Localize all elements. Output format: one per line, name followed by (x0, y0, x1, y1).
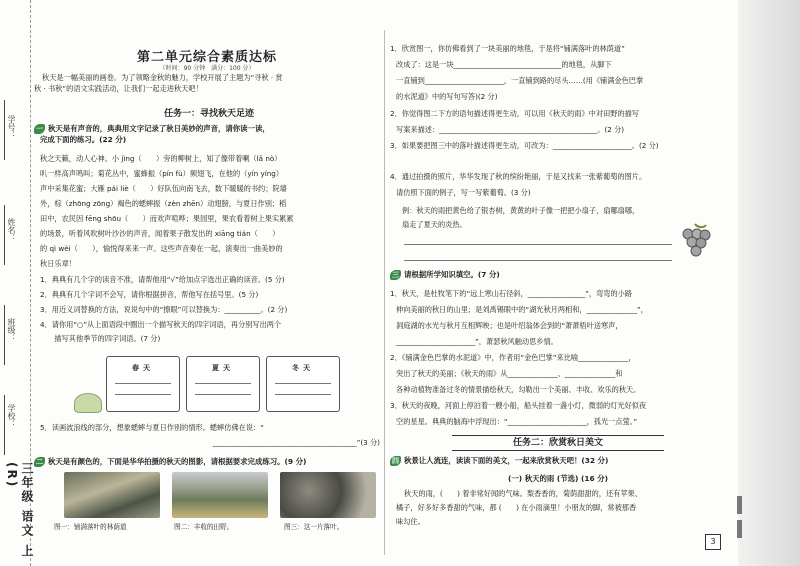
answer-line (195, 394, 251, 395)
section-one-text: 秋天是有声音的，典典用文字记录了秋日美妙的声音，请你读一读， (48, 124, 270, 133)
leaf-decoration-icon (74, 393, 102, 413)
example-line: 例：秋天的雨把黄色给了银杏树，黄黄的叶子像一把把小扇子，扇哪扇哪， (402, 206, 640, 215)
essay-line: 味勾住。 (396, 517, 425, 526)
caption-1: 图一：铺满落叶的林荫道 (54, 523, 127, 531)
grade-subject-label: 三年级 语文 上(R) (5, 462, 34, 559)
grape-illustration-icon (678, 222, 712, 262)
summer-label: 夏天 (212, 364, 234, 372)
section-number-badge: 一 (36, 125, 43, 133)
section-two-text: 秋天是有颜色的，下面是华华拍摄的秋天的图影，请根据要求完成练习。(9 分) (48, 457, 307, 466)
left-column (34, 0, 380, 566)
task2-title: 任务二：欣赏秋日美文 (452, 435, 664, 451)
r-question-line: 改成了：这是一块______________________________的地毯，从脚下 (396, 60, 612, 69)
passage-line: 外，棕（zhōng zōng）褐色的蟋蟀振（zèn zhēn）动翅膀，与夏日作别；稻 (40, 199, 287, 208)
passage-line: 的 qì wèi（ ），愉悦得来来一声。这些声音奏在一起，演奏出一曲美妙的 (40, 244, 283, 253)
section-number-badge: 二 (36, 458, 43, 466)
passage-line: 的场景，听着风吹树叶沙沙的声音，闻着果子散发出的 xiāng tián（ ） (40, 229, 280, 238)
fill-line: 洞庭湖的水光与秋月互相辉映；也是叶绍翁体会到的“萧萧梧叶送寒声， (396, 321, 623, 330)
spring-answer-box[interactable] (106, 356, 180, 412)
caption-2: 图二：丰收的田野。 (174, 523, 234, 531)
column-divider (384, 30, 385, 555)
page-edge (738, 0, 800, 566)
r-question-line: 的水泥道》中的写句写答)(2 分) (396, 92, 498, 101)
essay-title: (一) 秋天的雨 (节选) (16 分) (508, 474, 608, 483)
fill-line: ______________________”，萧瑟秋风触动思乡情。 (396, 337, 558, 346)
section-number-badge: 四 (392, 457, 399, 465)
question-1: 1．典典有几个字的读音不准，请帮他用“√”给加点字选出正确的读音。(5 分) (40, 275, 285, 284)
task1-title: 任务一：寻找秋天足迹 (163, 109, 254, 119)
question-5: 5．读画波浪线的部分，想象蟋蟀与夏日作别的情形。蟋蟀仿佛在说：“ (40, 423, 264, 432)
page-tab (737, 496, 742, 514)
section-three-heading (390, 270, 726, 280)
r-question-line: 请仿照下面的例子，写一写紫葡萄。(3 分) (396, 188, 531, 197)
answer-line (195, 383, 251, 384)
fill-line: 2．《铺满金色巴掌的水泥道》中，作者用“金色巴掌”来比喻______________， (390, 353, 636, 362)
winter-answer-box[interactable] (266, 356, 340, 412)
exam-meta: （时间：90 分钟 满分：100 分） (159, 65, 255, 72)
section-two-heading (34, 457, 379, 467)
passage-line: 声中采集花蜜；大雁 pái liè（ ）好队伍向南飞去，数下暖暖的书约；院墙 (40, 184, 287, 193)
question-2: 2．典典有几个字词不会写，请你根据拼音，帮他写在括号里。(5 分) (40, 290, 259, 299)
r-question-line: 4．通过拍摄的照片，华华发现了秋的缤纷艳丽，于是又找来一张紫葡萄的图片。 (390, 172, 647, 181)
name-label: 姓名： (7, 218, 16, 242)
answer-line (115, 383, 171, 384)
section-one-heading-2: 完成下面的练习。(22 分) (40, 135, 127, 144)
fill-line: 突出了秋天的美丽；《秋天的雨》从______________、______________和 (396, 369, 623, 378)
fill-line: 伸向美丽的秋日的山里；是刘禹锡眼中的“湖光秋月两相和，______________”， (396, 305, 648, 314)
passage-line: 秋之天籁，动人心神。小 jìng（ ）旁的柳树上，知了像带着喇（lǎ nò） (40, 154, 282, 163)
photo-harvest-field (172, 472, 268, 518)
section-four-heading (390, 456, 726, 466)
essay-line: 秋天的雨，( ) 着非常好闻的气味。梨香香的，菊荫甜甜的，还有苹果、 (404, 489, 642, 498)
question-4: 4．请你用“○”从上面语段中圈出一个描写秋天的四字词语，再分别写出两个 (40, 320, 282, 329)
summer-answer-box[interactable] (186, 356, 260, 412)
essay-line: 橘子，好多好多香甜的气味，都 ( ) 在小雨滴里！小朋友的脚，常被那香 (396, 503, 637, 512)
binding-margin (0, 0, 34, 566)
fill-line: 3．秋天的夜晚，河面上停泊着一艘小船，船头挂着一盏小灯，微弱的灯光好似夜 (390, 401, 647, 410)
passage-line: 叭一样高声鸣叫；菊花丛中，蜜蜂振（pín fù）频翅飞，在他的（yín yíng） (40, 169, 284, 178)
question-3: 3．用近义词替换的方法，说说句中的“擦眼”可以替换为：__________。(2 分) (40, 305, 288, 314)
example-line: 扇走了夏天的炎热。 (402, 220, 467, 229)
section-four-text: 秋景让人流连，读读下面的美文，一起来欣赏秋天吧！(32 分) (404, 456, 609, 465)
page-number: 3 (705, 534, 721, 550)
r-question-line: 2．你觉得图二下方的语句描述得更生动，可以用《秋天的雨》中对田野的描写 (390, 109, 639, 118)
intro-line-1: 秋天是一幅美丽的画卷。为了领略金秋的魅力，学校开展了主题为“寻秋 · 赏 (42, 73, 283, 82)
answer-line (404, 260, 672, 261)
fill-line: 1．秋天，是杜牧笔下的“远上寒山石径斜，________________”，弯弯的小路 (390, 289, 633, 298)
intro-line-2: 秋 · 书秋”的语文实践活动，让我们一起走进秋天吧！ (34, 84, 203, 93)
section-three-text: 请根据所学知识填空。(7 分) (404, 270, 500, 279)
caption-3: 图三：这一片落叶。 (284, 523, 344, 531)
answer-line (275, 383, 331, 384)
section-number-badge: 三 (392, 271, 399, 279)
photo-leaf-path (64, 472, 160, 518)
winter-label: 冬天 (292, 364, 314, 372)
page-title: 第二单元综合素质达标 (136, 50, 277, 65)
r-question-line: 3．如果要把图三中的落叶描述得更生动，可改为：______________________。(2 分) (390, 141, 659, 150)
question-5-tail: ________________________________________”(3 分) (212, 438, 380, 447)
passage-line: 秋日乐章！ (40, 259, 76, 268)
fill-line: 各种动植物准备过冬的情景描绘秋天，勾勒出一个美丽、丰收、欢乐的秋天。 (396, 385, 641, 394)
question-4-cont: 描写其他季节的四字词语。(7 分) (40, 334, 161, 343)
class-label: 班级： (7, 318, 16, 342)
answer-line (404, 244, 672, 245)
r-question-line: 写案来描述：____________________________________________。(2 分) (396, 125, 625, 134)
answer-line (115, 394, 171, 395)
student-id-label: 学号： (7, 115, 16, 139)
r-question-line: 一直铺到______________________，一直铺到路的尽头……(用《铺满金色巴掌 (396, 76, 644, 85)
r-question-line: 1．欣赏图一，你仿佛看到了一块美丽的地毯，于是将“铺满落叶的林荫道” (390, 44, 625, 53)
page-tab (737, 520, 742, 538)
passage-line: 田中，农民因 fēng shōu（ ）而欢声喧哗；果园里，果农看着树上果实累累 (40, 214, 294, 223)
spring-label: 春天 (132, 364, 154, 372)
answer-line (275, 394, 331, 395)
school-label: 学校： (7, 404, 16, 428)
section-one-heading (34, 124, 379, 134)
right-column (390, 0, 726, 566)
photo-fallen-leaf (280, 472, 376, 518)
fill-line: 空的星星。典典的脑海中浮现出：“______________________，孤光一点萤。” (396, 417, 638, 426)
